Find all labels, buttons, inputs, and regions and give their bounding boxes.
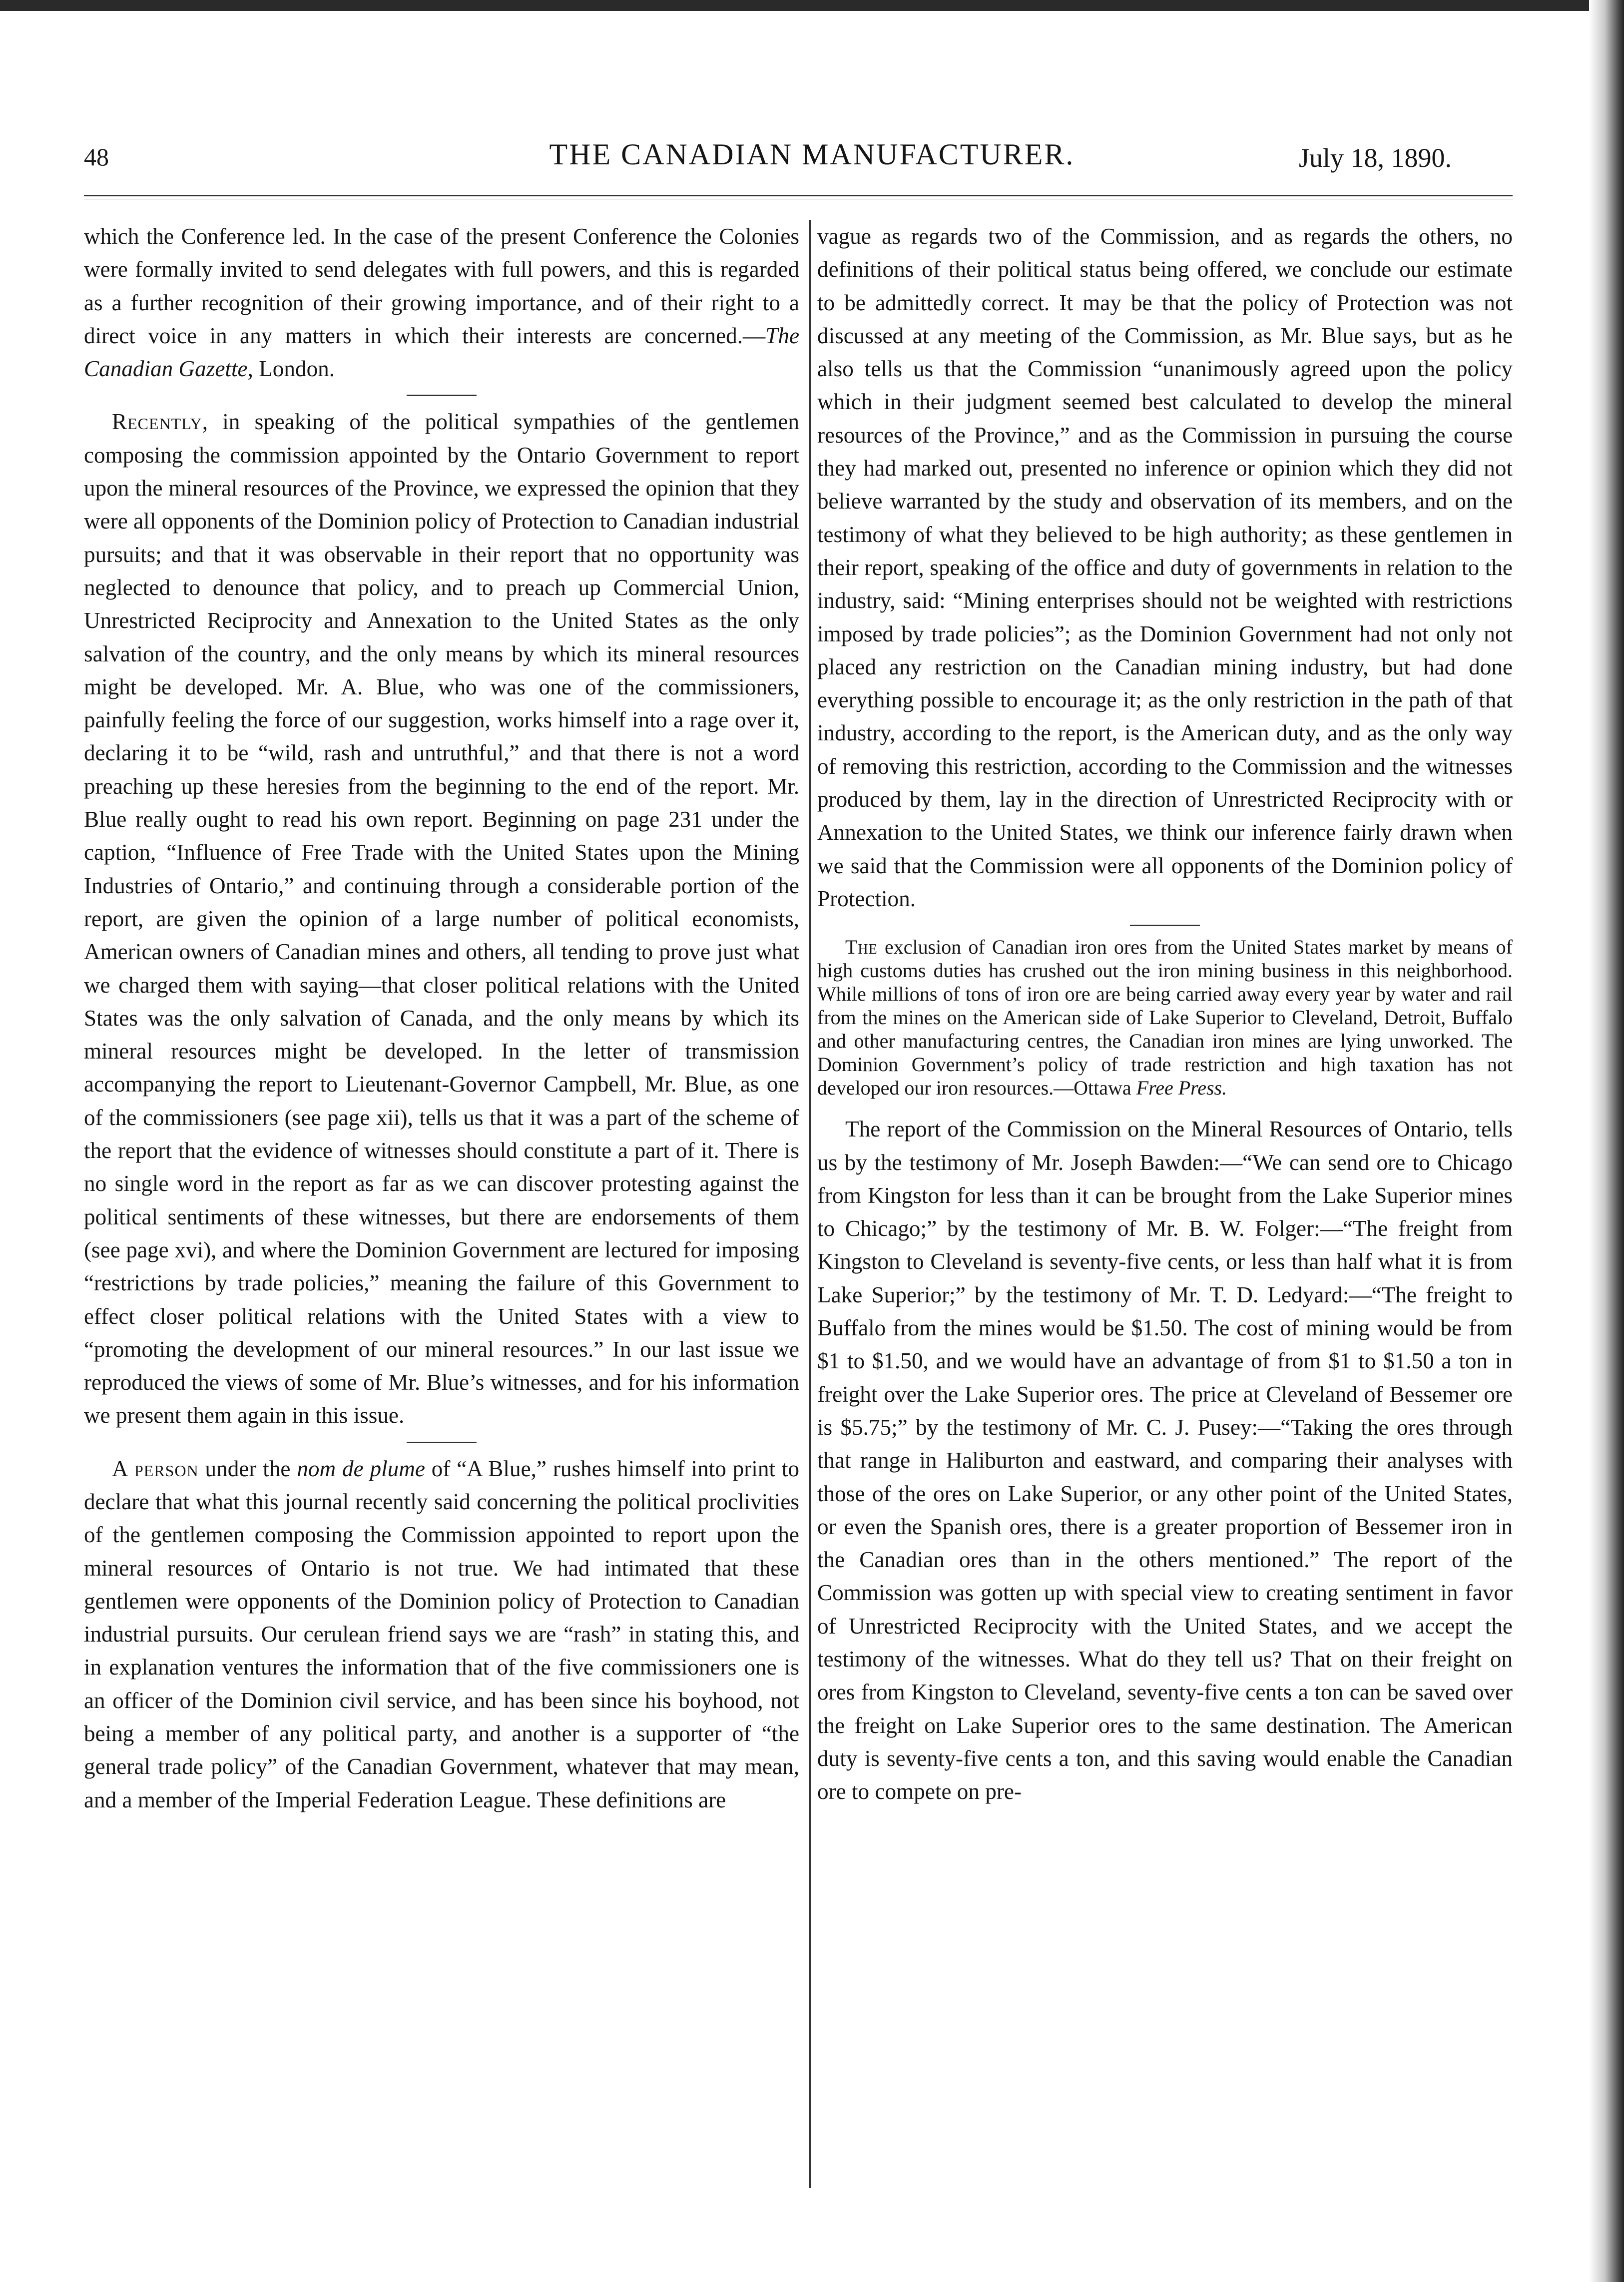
scan-right-edge: [1589, 0, 1624, 2282]
article-a-person: [84, 1452, 799, 1816]
issue-date: July 18, 1890.: [1299, 143, 1452, 173]
column-divider: [809, 220, 811, 2188]
article-text: under the: [198, 1456, 297, 1481]
lead-word: A person: [112, 1456, 199, 1481]
article-source: The Canadian Gazette: [84, 323, 799, 382]
article-text: , in speaking of the political sympathies of the gentlemen composing the commission appointed by the Ontario Government to report upon the mineral resources of the Province, we expressed the opinion that they were all opponents of the Dominion policy of Protection to Canadian industrial pursuits; and that it was observable in their report that no opportunity was neglected to denounce that policy, and to preach up Commercial Union, Unrestricted Reciprocity and Annexation to the United States as the only salvation of the country, and the only means by which its mineral resources might be developed. Mr. A. Blue, who was one of the commissioners, painfully feeling the force of our suggestion, works himself into a rage over it, declaring it to be “wild, rash and untruthful,” and that there is not a word preaching up these heresies from the beginning to the end of the report. Mr. Blue really ought to read his own report. Beginning on page 231 under the caption, “Influence of Free Trade with the United States upon the Mining Industries of Ontario,” and continuing through a considerable portion of the report, are given the opinion of a large number of political economists, American owners of Canadian mines and others, all tending to prove just what we charged them with saying—that closer political relations with the United States was the only salvation of Canada, and the only means by which its mineral resources might be developed. In the letter of transmission accompanying the report to Lieutenant-Governor Campbell, Mr. Blue, as one of the commissioners (see page xii), tells us that it was a part of the scheme of the report that the evidence of witnesses should constitute a part of it. There is no single word in the report as far as we can discover protesting against the political sentiments of these witnesses, but there are endorsements of them (see page xvi), and where the Dominion Government are lectured for imposing “restrictions by trade policies,” meaning the failure of this Government to effect closer political relations with the United States with a view to “promoting the development of our mineral resources.” In our last issue we reproduced the views of some of Mr. Blue’s witnesses, and for his information we present them again in this issue.: [84, 409, 799, 1428]
italic-phrase: nom de plume: [297, 1456, 425, 1481]
article-separator: [84, 1432, 799, 1452]
article-separator: [84, 385, 799, 405]
article-recently: [84, 405, 799, 1432]
article-text: The report of the Commission on the Mineral Resources of Ontario, tells us by the testimony of Mr. Joseph Bawden:—“We can send ore to Chicago from Kingston for less than it can be brought from the Lake Superior mines to Chicago;” by the testimony of Mr. B. W. Folger:—“The freight from Kingston to Cleveland is seventy-five cents, or less than half what it is from Lake Superior;” by the testimony of Mr. T. D. Ledyard:—“The freight to Buffalo from the mines would be $1.50. The cost of mining would be from $1 to $1.50, and we would have an advantage of from $1 to $1.50 a ton in freight over the Lake Superior ores. The price at Cleveland of Bessemer ore is $5.75;” by the testimony of Mr. C. J. Pusey:—“Taking the ores through that range in Haliburton and eastward, and comparing their analyses with those of the ores on Lake Superior, or any other point of the United States, or even the Spanish ores, there is a greater proportion of Bessemer iron in the Canadian ores than in the others mentioned.” The report of the Commission was gotten up with special view to creating sentiment in favor of Unrestricted Reciprocity with the United States, and we accept the testimony of the witnesses. What do they tell us? That on their freight on ores from Kingston to Cleveland, seventy-five cents a ton can be saved over the freight on Lake Superior ores to the same destination. The American duty is seventy-five cents a ton, and this saving would enable the Canadian ore to compete on pre-: [817, 1117, 1513, 1804]
scan-top-edge: [0, 0, 1624, 11]
header-rule: [84, 195, 1513, 196]
article-continuation: [84, 220, 799, 385]
right-column: [817, 220, 1513, 1808]
article-text: vague as regards two of the Commission, and as regards the others, no definitions of their political status being offered, we conclude our estimate to be admittedly correct. It may be that the policy of Protection was not discussed at any meeting of the Commission, as Mr. Blue says, but as he also tells us that the Commission “unanimously agreed upon the policy which in their judgment seemed best calculated to develop the mineral resources of the Province,” and as the Commission in pursuing the course they had marked out, presented no inference or opinion which they did not believe warranted by the study and observation of its members, and on the testimony of what they believed to be high authority; as these gentlemen in their report, speaking of the office and duty of governments in relation to the industry, said: “Mining enterprises should not be weighted with restrictions imposed by trade policies”; as the Dominion Government had not only not placed any restriction on the Canadian mining industry, but had done everything possible to encourage it; as the only restriction in the path of that industry, according to the report, is the American duty, and as the only way of removing this restriction, according to the Commission and the witnesses produced by them, lay in the direction of Unrestricted Reciprocity with or Annexation to the United States, we think our inference fairly drawn when we said that the Commission were all opponents of the Dominion policy of Protection.: [817, 224, 1513, 911]
lead-word: The: [845, 936, 878, 959]
page-header: [0, 127, 1624, 182]
quoted-article: [817, 935, 1513, 1100]
article-text: exclusion of Canadian iron ores from the United States market by means of high customs duties has crushed out the iron mining business in this neighborhood. While millions of tons of iron ore are being carried away every year by water and rail from the mines on the American side of Lake Superior to Cleveland, Detroit, Buffalo and other manufacturing centres, the Canadian iron mines are lying unworked. The Dominion Government’s policy of trade restriction and high taxation has not developed our iron resources.—Ottawa: [817, 936, 1513, 1100]
page-number: 48: [84, 143, 109, 171]
article-text: of “A Blue,” rushes himself into print to declare that what this journal recently said concerning the political proclivities of the gentlemen composing the Commission appointed to report upon the mineral resources of Ontario is not true. We had intimated that these gentlemen were opponents of the Dominion policy of Protection to Canadian industrial pursuits. Our cerulean friend says we are “rash” in stating this, and in explanation ventures the information that of the five commissioners one is an officer of the Dominion civil service, and has been since his boyhood, not being a member of any political party, and another is a supporter of “the general trade policy” of the Canadian Government, whatever that may mean, and a member of the Imperial Federation League. These definitions are: [84, 1456, 799, 1812]
article-separator: [817, 915, 1513, 935]
article-continued: [817, 220, 1513, 915]
left-column: [84, 220, 799, 1816]
article-source: Free Press.: [1136, 1077, 1227, 1100]
article-text: which the Conference led. In the case of the present Conference the Colonies were formally invited to send delegates with full powers, and this is regarded as a further recognition of their growing importance, and of their right to a direct voice in any matters in which their interests are concerned.—: [84, 224, 799, 348]
publication-title: THE CANADIAN MANUFACTURER.: [549, 138, 1075, 171]
article-text: , London.: [247, 356, 335, 382]
article-report: [817, 1113, 1513, 1808]
lead-word: Recently: [112, 409, 202, 435]
